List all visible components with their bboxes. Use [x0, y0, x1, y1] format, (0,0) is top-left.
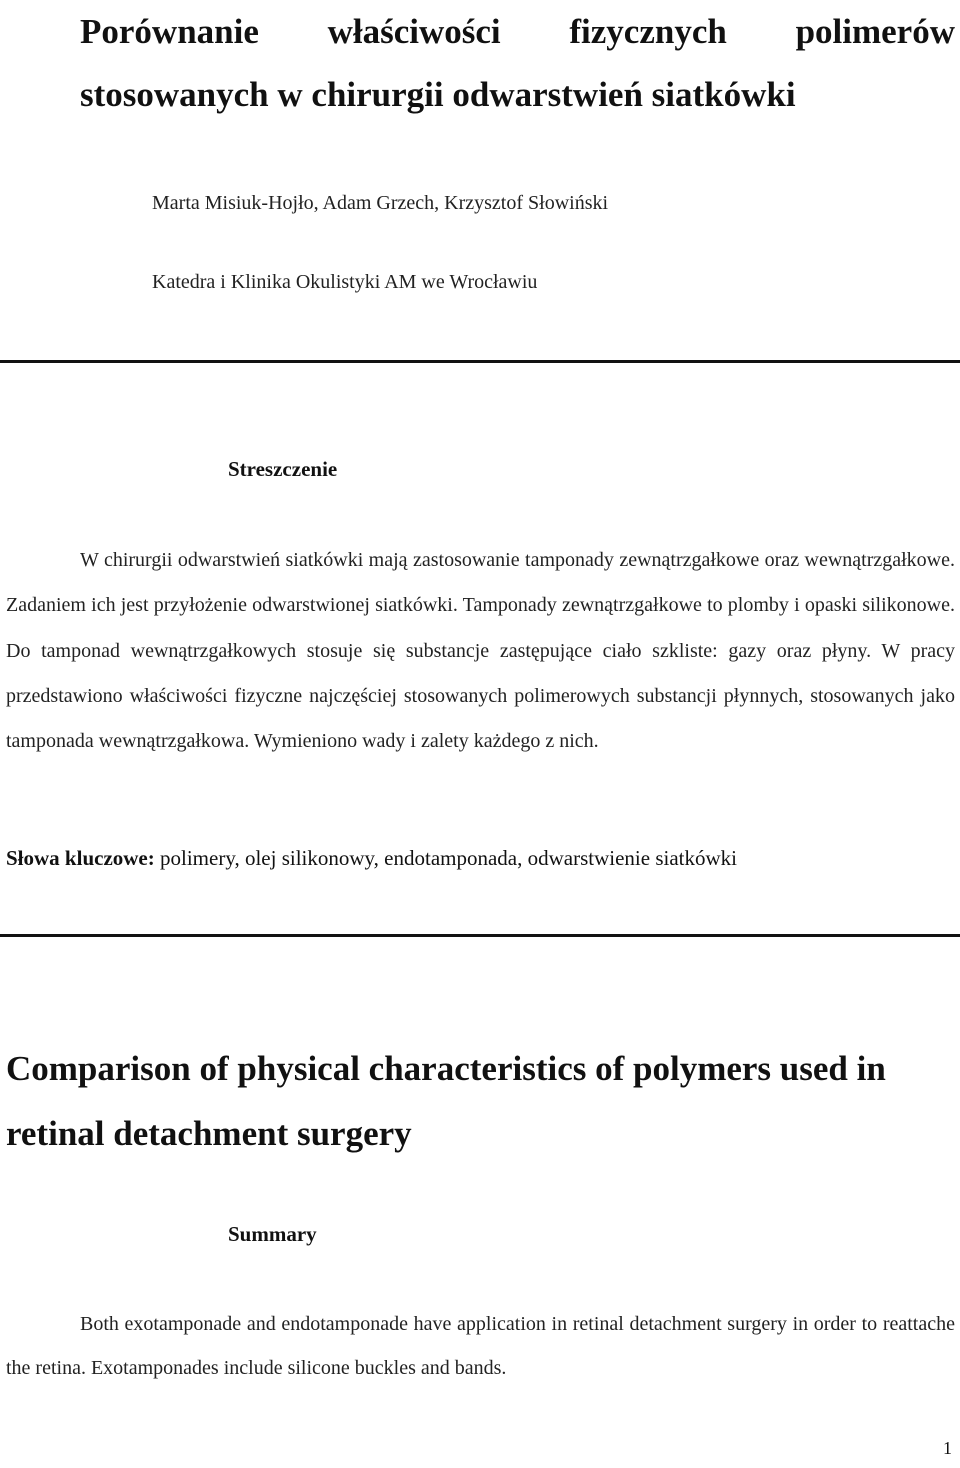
- keywords-label: Słowa kluczowe:: [6, 846, 155, 870]
- keywords: [6, 846, 737, 871]
- abstract-pl-heading: Streszczenie: [228, 457, 338, 481]
- english-title: Comparison of physical characteristics of polymers used in retinal detachment surgery: [6, 1049, 886, 1153]
- top-divider: [0, 360, 960, 363]
- polish-title: Porównanie właściwości fizycznych polimerów stosowanych w chirurgii odwarstwień siatkówki: [80, 12, 955, 114]
- authors: Marta Misiuk-Hojło, Adam Grzech, Krzysztof Słowiński: [152, 192, 609, 214]
- abstract-en-text: Both exotamponade and endotamponade have application in retinal detachment surgery in order to reattache the retina. Exotamponades include silicone buckles and bands.: [6, 1313, 955, 1379]
- abstract-en-heading: Summary: [228, 1222, 317, 1246]
- abstract-pl-text: W chirurgii odwarstwień siatkówki mają zastosowanie tamponady zewnątrzgałkowe oraz wewnątrzgałkowe. Zadaniem ich jest przyłożenie odwarstwionej siatkówki. Tamponady zewnątrzgałkowe to plomby i opaski silikonowe. Do tamponad wewnątrzgałkowych stosuje się substancje zastępujące ciało szkliste: gazy oraz płyny. W pracy przedstawiono właściwości fizyczne najczęściej stosowanych polimerowych substancji płynnych, stosowanych jako tamponada wewnątrzgałkowa. Wymieniono wady i zalety każdego z nich.: [6, 549, 955, 753]
- page-number: 1: [943, 1438, 952, 1458]
- keywords-text: polimery, olej silikonowy, endotamponada, odwarstwienie siatkówki: [154, 846, 737, 870]
- affiliation: Katedra i Klinika Okulistyki AM we Wrocławiu: [152, 271, 538, 293]
- middle-divider: [0, 934, 960, 937]
